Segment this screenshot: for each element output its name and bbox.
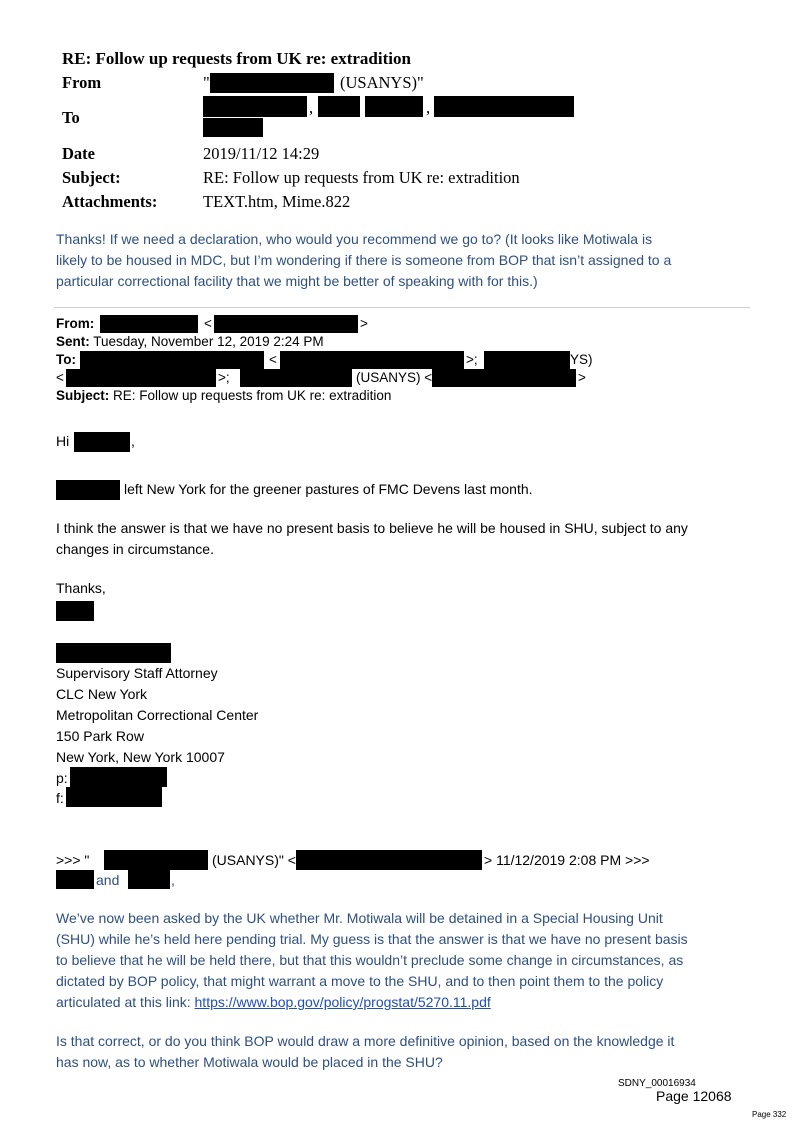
to-comma: , (426, 98, 431, 117)
fwd-sent-value: Tuesday, November 12, 2019 2:24 PM (93, 334, 324, 349)
subject-label: Subject: (62, 168, 121, 187)
quote-para-link-line (56, 992, 491, 1013)
redaction-block (56, 643, 171, 663)
subject-value: RE: Follow up requests from UK re: extradition (203, 168, 520, 187)
quote-para: has now, as to whether Motiwala would be placed in the SHU? (56, 1054, 443, 1070)
redaction-block (214, 315, 358, 333)
redaction-block (240, 369, 352, 387)
date-value: 2019/11/12 14:29 (203, 144, 320, 163)
fwd-to-sep: >; (218, 370, 230, 385)
fwd-lt: < (269, 352, 277, 367)
greeting: Hi (56, 433, 70, 449)
fwd-gt: > (360, 316, 368, 331)
quote-org: (USANYS)" < (212, 852, 296, 868)
redaction-block (104, 850, 208, 870)
fwd-to-sep: >; (466, 352, 478, 367)
from-quote-open: " (203, 73, 210, 92)
redaction-block (318, 96, 360, 117)
sig-title: Supervisory Staff Attorney (56, 665, 218, 681)
greeting-comma: , (131, 433, 135, 449)
redaction-block (74, 432, 130, 452)
quote-suffix: > 11/12/2019 2:08 PM >>> (484, 852, 650, 868)
redaction-block (432, 369, 576, 387)
redaction-block (66, 369, 216, 387)
redaction-block (56, 601, 94, 621)
quote-para: We’ve now been asked by the UK whether Mr. Motiwala will be detained in a Special Housing Unit (56, 910, 663, 926)
quote-and: and (96, 872, 120, 888)
fwd-from-label: From: (56, 316, 95, 331)
body-para: left New York for the greener pastures of FMC Devens last month. (124, 481, 533, 497)
quote-para: to believe that he will be held there, but that this wouldn’t preclude some change in circumstances, as (56, 952, 684, 968)
redaction-block (56, 480, 120, 500)
to-comma: , (309, 98, 314, 117)
fwd-subject-line (56, 388, 391, 403)
fwd-sent-label: Sent: (56, 334, 90, 349)
fwd-to-org: (USANYS) < (356, 370, 433, 385)
fwd-sent-line (56, 334, 324, 349)
sig-street: 150 Park Row (56, 728, 144, 744)
quote-prefix: >>> " (56, 852, 90, 868)
policy-link[interactable]: https://www.bop.gov/policy/progstat/5270.11.pdf (194, 994, 491, 1010)
quote-para: (SHU) while he’s held here pending trial. My guess is that the answer is that we have no present basis (56, 931, 688, 947)
fwd-lt: < (204, 316, 212, 331)
redaction-block (365, 96, 423, 117)
page-number-small: Page 332 (752, 1110, 787, 1119)
redaction-block (66, 787, 162, 807)
from-value: (USANYS)" (340, 73, 424, 92)
from-label: From (62, 73, 102, 92)
reply-line: likely to be housed in MDC, but I’m wondering if there is someone from BOP that isn’t assigned to a (56, 252, 672, 268)
attachments-value: TEXT.htm, Mime.822 (203, 192, 351, 211)
quote-para: dictated by BOP policy, that might warrant a move to the SHU, and to then point them to the policy (56, 973, 664, 989)
doc-id: SDNY_00016934 (618, 1078, 696, 1089)
sig-fax-label: f: (56, 790, 64, 806)
fwd-subject-value: RE: Follow up requests from UK re: extradition (113, 388, 392, 403)
redaction-block (296, 850, 482, 870)
redaction-block (100, 315, 198, 333)
quote-comma: , (171, 872, 175, 888)
page-number: Page 12068 (656, 1088, 732, 1104)
redaction-block (434, 96, 574, 117)
fwd-to-label: To: (56, 352, 76, 367)
divider (54, 307, 750, 308)
email-title: RE: Follow up requests from UK re: extradition (62, 49, 411, 68)
fwd-lt: < (56, 370, 64, 385)
fwd-to-org: (USANYS) (528, 352, 593, 367)
quote-para: articulated at this link: (56, 994, 195, 1010)
redaction-block (203, 96, 307, 117)
sig-city: New York, New York 10007 (56, 749, 225, 765)
sig-org: CLC New York (56, 686, 148, 702)
redaction-block (210, 73, 334, 93)
redaction-block (80, 351, 264, 369)
redaction-block (56, 870, 94, 889)
date-label: Date (62, 144, 95, 163)
attachments-label: Attachments: (62, 192, 158, 211)
body-para: I think the answer is that we have no present basis to believe he will be housed in SHU, subject to any (56, 520, 688, 536)
reply-line: particular correctional facility that we might be better of speaking with for this.) (56, 273, 538, 289)
reply-line: Thanks! If we need a declaration, who would you recommend we go to? (It looks like Motiwala is (56, 231, 653, 247)
body-para: changes in circumstance. (56, 541, 214, 557)
to-label: To (62, 108, 80, 127)
redaction-block (203, 118, 263, 137)
sig-facility: Metropolitan Correctional Center (56, 707, 259, 723)
redaction-block (128, 870, 170, 889)
redaction-block (280, 351, 464, 369)
closing: Thanks, (56, 580, 106, 596)
sig-phone-label: p: (56, 770, 68, 786)
redaction-block (70, 767, 167, 787)
fwd-gt: > (578, 370, 586, 385)
quote-para: Is that correct, or do you think BOP would draw a more definitive opinion, based on the knowledge it (56, 1033, 675, 1049)
fwd-subject-label: Subject: (56, 388, 110, 403)
